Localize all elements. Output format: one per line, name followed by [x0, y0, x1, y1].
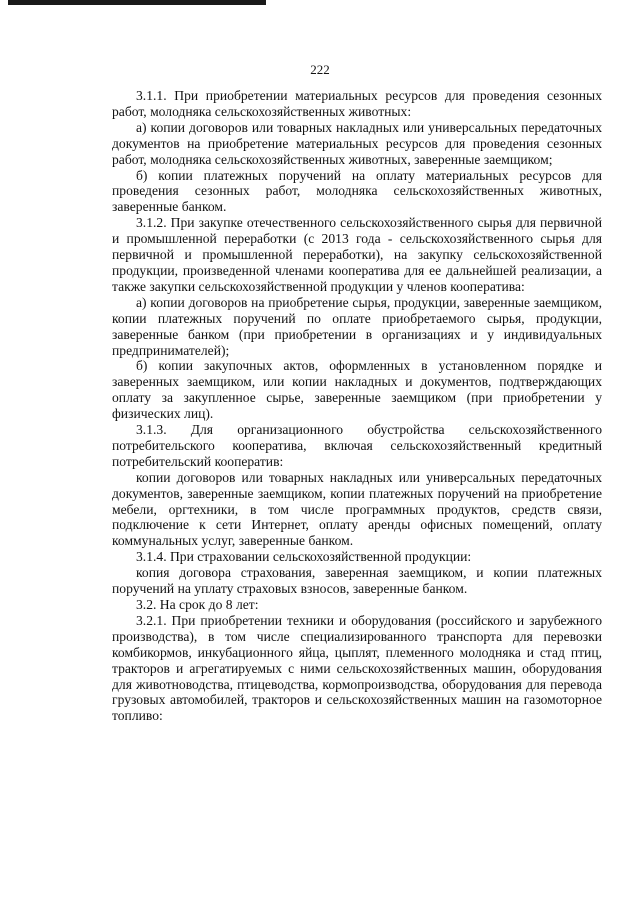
paragraph-3-1-1-b: б) копии платежных поручений на оплату материальных ресурсов для проведения сезонных работ, молодняка сельскохозяйственных животных, заверенные банком.	[112, 167, 602, 215]
page-number: 222	[310, 62, 330, 77]
paragraph-3-1-3-body: копии договоров или товарных накладных или универсальных передаточных документов, заверенные заемщиком, копии платежных поручений на приобретение мебели, оргтехники, в том числе программных продуктов, средств связи, подключение к сети Интернет, оплату аренды офисных помещений, оплату коммунальных услуг, заверенные банком.	[112, 469, 602, 549]
paragraph-3-1-1: 3.1.1. При приобретении материальных ресурсов для проведения сезонных работ, молодняка сельскохозяйственных животных:	[112, 88, 602, 119]
paragraph-3-1-2-b: б) копии закупочных актов, оформленных в установленном порядке и заверенных заемщиком, или копии накладных и документов, подтверждающих оплату за закупленное сырье, заверенные заемщиком (при приобретении у физических лиц).	[112, 358, 602, 422]
top-border-rule	[8, 0, 266, 5]
document-body	[112, 88, 602, 724]
paragraph-3-1-4: 3.1.4. При страховании сельскохозяйственной продукции:	[136, 549, 472, 565]
paragraph-3-2-1: 3.2.1. При приобретении техники и оборудования (российского и зарубежного производства), в том числе специализированного транспорта для перевозки комбикормов, инкубационного яйца, цыплят, племенного молодняка и стад птиц, тракторов и агрегатируемых с ними сельскохозяйственных машин, оборудования для животноводства, птицеводства, кормопроизводства, оборудования для перевода грузовых автомобилей, тракторов и сельскохозяйственных машин на газомоторное топливо:	[112, 612, 602, 724]
paragraph-3-1-1-a: а) копии договоров или товарных накладных или универсальных передаточных документов на приобретение материальных ресурсов для проведения сезонных работ, молодняка сельскохозяйственных животных, заверенные заемщиком;	[112, 119, 602, 167]
paragraph-3-1-4-body: копия договора страхования, заверенная заемщиком, и копии платежных поручений на уплату страховых взносов, заверенные банком.	[112, 565, 602, 597]
paragraph-3-2: 3.2. На срок до 8 лет:	[136, 597, 259, 612]
paragraph-3-1-2: 3.1.2. При закупке отечественного сельскохозяйственного сырья для первичной и промышленной переработки (с 2013 года - сельскохозяйственного сырья для первичной и промышленной переработки), на закупку сельскохозяйственной продукции, произведенной членами кооператива для ее дальнейшей реализации, а также закупки сельскохозяйственной продукции у членов кооператива:	[112, 215, 602, 294]
paragraph-3-1-2-a: а) копии договоров на приобретение сырья, продукции, заверенные заемщиком, копии платежных поручений по оплате приобретаемого сырья, продукции, заверенные банком (при приобретении в организациях и у индивидуальных предпринимателей);	[112, 294, 602, 358]
paragraph-3-1-3: 3.1.3. Для организационного обустройства сельскохозяйственного потребительского кооператива, включая сельскохозяйственный кредитный потребительский кооператив:	[112, 422, 602, 469]
